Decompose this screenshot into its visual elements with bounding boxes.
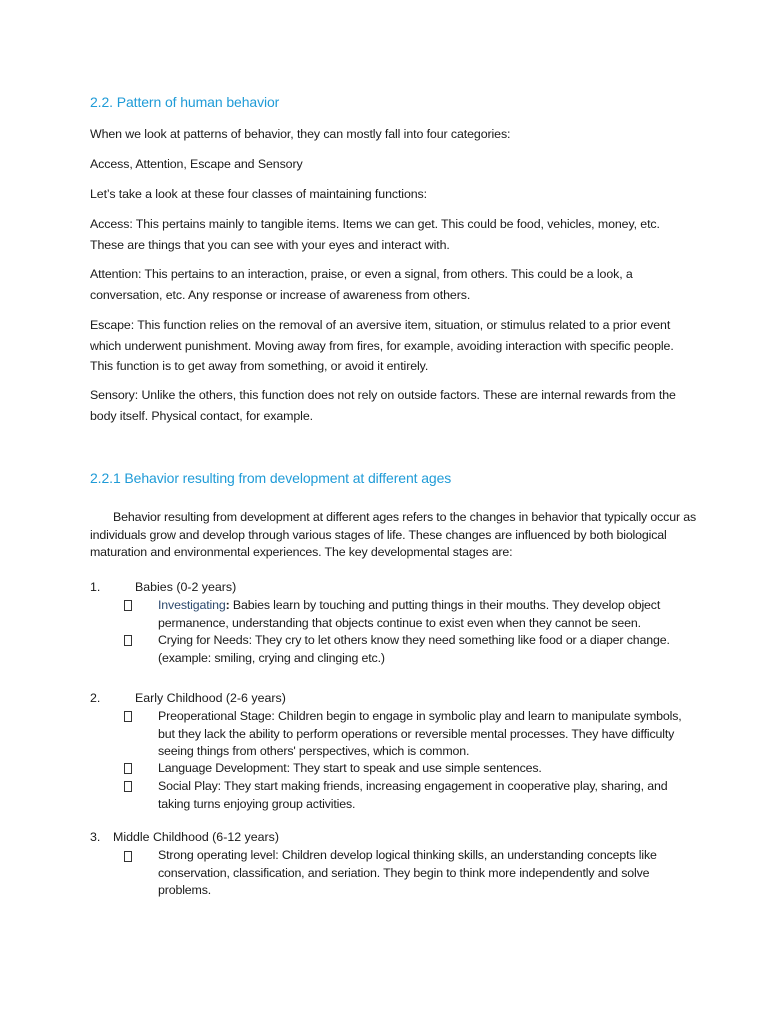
bullet-separator: : xyxy=(271,709,275,723)
bullet-description: They start to speak and use simple sentences. xyxy=(289,761,542,775)
development-intro-paragraph: Behavior resulting from development at different ages refers to the changes in behavior that typically occur as individuals grow and develop through various stages of life. These changes are influenced by both biological maturation and environmental experiences. The key developmental stages are: xyxy=(90,510,697,559)
bullet-description: They start making friends, increasing engagement in cooperative play, sharing, and taking turns enjoying group activities. xyxy=(158,779,668,811)
stage-title: Early Childhood (2-6 years) xyxy=(135,691,286,705)
bullet-box-icon xyxy=(124,781,132,792)
bullet-separator: : xyxy=(217,779,221,793)
section-heading-development: 2.2.1 Behavior resulting from development at different ages xyxy=(90,470,452,486)
stage-title: Babies (0-2 years) xyxy=(135,580,237,594)
lead-paragraph: Let’s take a look at these four classes of maintaining functions: xyxy=(90,187,427,201)
bullet-box-icon xyxy=(124,600,132,611)
categories-paragraph: Access, Attention, Escape and Sensory xyxy=(90,157,303,171)
list-item xyxy=(158,778,693,813)
list-item xyxy=(158,632,693,667)
bullet-box-icon xyxy=(124,635,132,646)
list-item xyxy=(158,597,693,632)
bullet-term: Crying for Needs xyxy=(158,633,249,647)
bullet-description: Babies learn by touching and putting things in their mouths. They develop object permanence, understanding that objects continue to exist even when they cannot be seen. xyxy=(158,598,661,630)
bullet-box-icon xyxy=(124,711,132,722)
bullet-term: Preoperational Stage xyxy=(158,709,272,723)
list-item xyxy=(158,847,693,900)
list-item xyxy=(158,760,693,778)
escape-paragraph: Escape: This function relies on the removal of an aversive item, situation, or stimulus related to a prior event which underwent punishment. Moving away from fires, for example, avoiding interaction with specific people. This function is to get away from something, or avoid it entirely. xyxy=(90,318,674,373)
bullet-term: Strong operating level xyxy=(158,848,276,862)
bullet-description: Children develop logical thinking skills, an understanding concepts like conservation, classification, and seriation. They begin to think more independently and solve problems. xyxy=(158,848,657,897)
bullet-separator: : xyxy=(275,848,279,862)
bullet-separator: : xyxy=(286,761,290,775)
stage-number: 1. xyxy=(90,580,101,594)
bullet-box-icon xyxy=(124,763,132,774)
bullet-description: They cry to let others know they need something like food or a diaper change. (example: smiling, crying and clinging etc.) xyxy=(158,633,670,665)
intro-paragraph: When we look at patterns of behavior, they can mostly fall into four categories: xyxy=(90,127,511,141)
list-item xyxy=(158,708,693,761)
access-paragraph: Access: This pertains mainly to tangible items. Items we can get. This could be food, vehicles, money, etc. These are things that you can see with your eyes and interact with. xyxy=(90,217,660,252)
bullet-term: Language Development xyxy=(158,761,287,775)
sensory-paragraph: Sensory: Unlike the others, this function does not rely on outside factors. These are internal rewards from the body itself. Physical contact, for example. xyxy=(90,388,676,423)
section-heading-pattern: 2.2. Pattern of human behavior xyxy=(90,94,280,110)
bullet-separator: : xyxy=(248,633,252,647)
stage-number: 2. xyxy=(90,691,101,705)
stage-number: 3. xyxy=(90,830,101,844)
bullet-box-icon xyxy=(124,851,132,862)
stage-title: Middle Childhood (6-12 years) xyxy=(113,830,279,844)
bullet-term: Investigating xyxy=(158,598,226,612)
bullet-separator: : xyxy=(225,598,230,612)
bullet-term: Social Play xyxy=(158,779,218,793)
bullet-description: Children begin to engage in symbolic play and learn to manipulate symbols, but they lack the ability to perform operations or reversible mental processes. They have difficulty seeing things from others' perspectives, which is common. xyxy=(158,709,682,758)
attention-paragraph: Attention: This pertains to an interaction, praise, or even a signal, from others. This could be a look, a conversation, etc. Any response or increase of awareness from others. xyxy=(90,267,633,302)
